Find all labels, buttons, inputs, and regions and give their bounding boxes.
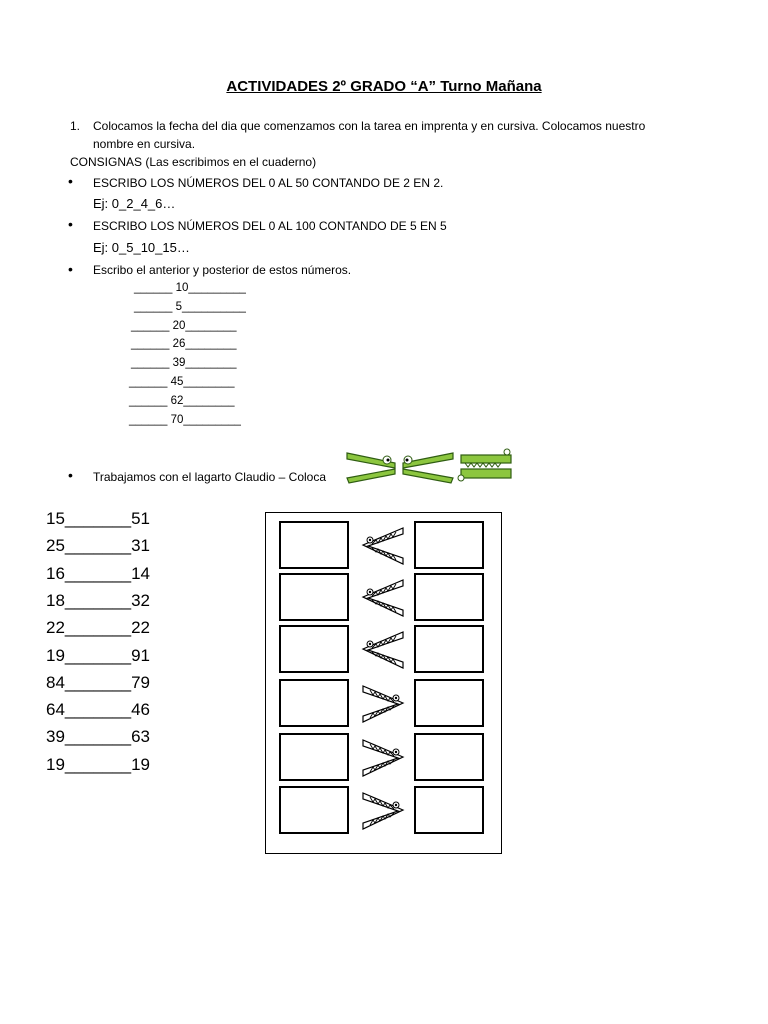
answer-box-left[interactable]	[279, 521, 349, 569]
crocodile-equal-icon	[458, 449, 511, 481]
sequence-line: ______ 62________	[129, 395, 235, 407]
answer-box-left[interactable]	[279, 625, 349, 673]
answer-box-right[interactable]	[414, 786, 484, 834]
crocodile-right-icon	[360, 683, 406, 725]
crocodile-right-icon	[360, 790, 406, 832]
bullet-dot: •	[68, 261, 73, 277]
bullet-count-by-2: ESCRIBO LOS NÚMEROS DEL 0 AL 50 CONTANDO DE 2 EN 2.	[93, 176, 444, 190]
comparison-line: 18_______32	[46, 591, 151, 610]
crocodile-comparison-frame	[265, 512, 502, 854]
answer-box-right[interactable]	[414, 733, 484, 781]
bullet-dot: •	[68, 173, 73, 189]
answer-box-right[interactable]	[414, 573, 484, 621]
comparison-line: 39_______63	[46, 727, 151, 746]
comparison-line: 19_______91	[46, 646, 151, 665]
item-number: 1.	[70, 119, 81, 133]
comparison-line: 19_______19	[46, 755, 151, 774]
comparison-line: 22_______22	[46, 618, 151, 637]
example-count-by-5: Ej: 0_5_10_15…	[93, 240, 190, 255]
answer-box-right[interactable]	[414, 679, 484, 727]
comparison-line: 64_______46	[46, 700, 151, 719]
crocodile-symbols-illustration	[343, 445, 519, 485]
answer-box-left[interactable]	[279, 733, 349, 781]
crocodile-less-icon	[403, 453, 453, 483]
example-count-by-2: Ej: 0_2_4_6…	[93, 196, 176, 211]
consignas-heading: CONSIGNAS (Las escribimos en el cuaderno)	[70, 155, 317, 169]
sequence-line: ______ 45________	[129, 376, 235, 388]
answer-box-left[interactable]	[279, 573, 349, 621]
answer-box-right[interactable]	[414, 625, 484, 673]
answer-box-right[interactable]	[414, 521, 484, 569]
crocodile-right-icon	[360, 737, 406, 779]
answer-box-left[interactable]	[279, 786, 349, 834]
answer-box-left[interactable]	[279, 679, 349, 727]
sequence-line: ______ 10_________	[134, 282, 246, 294]
page-title: ACTIVIDADES 2º GRADO “A” Turno Mañana	[226, 78, 542, 95]
comparison-line: 16_______14	[46, 564, 151, 583]
crocodile-left-icon	[360, 525, 406, 567]
item1-line2: nombre en cursiva.	[93, 137, 196, 151]
bullet-crocodile: Trabajamos con el lagarto Claudio – Coloca	[93, 470, 327, 484]
bullet-dot: •	[68, 216, 73, 232]
comparison-line: 84_______79	[46, 673, 151, 692]
item1-line1: Colocamos la fecha del dia que comenzamos con la tarea en imprenta y en cursiva. Colocamos nuestro	[93, 119, 646, 133]
comparison-line: 25_______31	[46, 536, 151, 555]
crocodile-left-icon	[360, 629, 406, 671]
sequence-line: ______ 70_________	[129, 414, 241, 426]
sequence-line: ______ 26________	[131, 338, 237, 350]
sequence-line: ______ 39________	[131, 357, 237, 369]
bullet-dot: •	[68, 467, 73, 483]
crocodile-left-icon	[360, 577, 406, 619]
crocodile-greater-icon	[347, 453, 395, 483]
comparison-line: 15_______51	[46, 509, 151, 528]
bullet-count-by-5: ESCRIBO LOS NÚMEROS DEL 0 AL 100 CONTANDO DE 5 EN 5	[93, 219, 447, 233]
bullet-before-after: Escribo el anterior y posterior de estos números.	[93, 263, 352, 277]
sequence-line: ______ 20________	[131, 320, 237, 332]
sequence-line: ______ 5__________	[134, 301, 246, 313]
